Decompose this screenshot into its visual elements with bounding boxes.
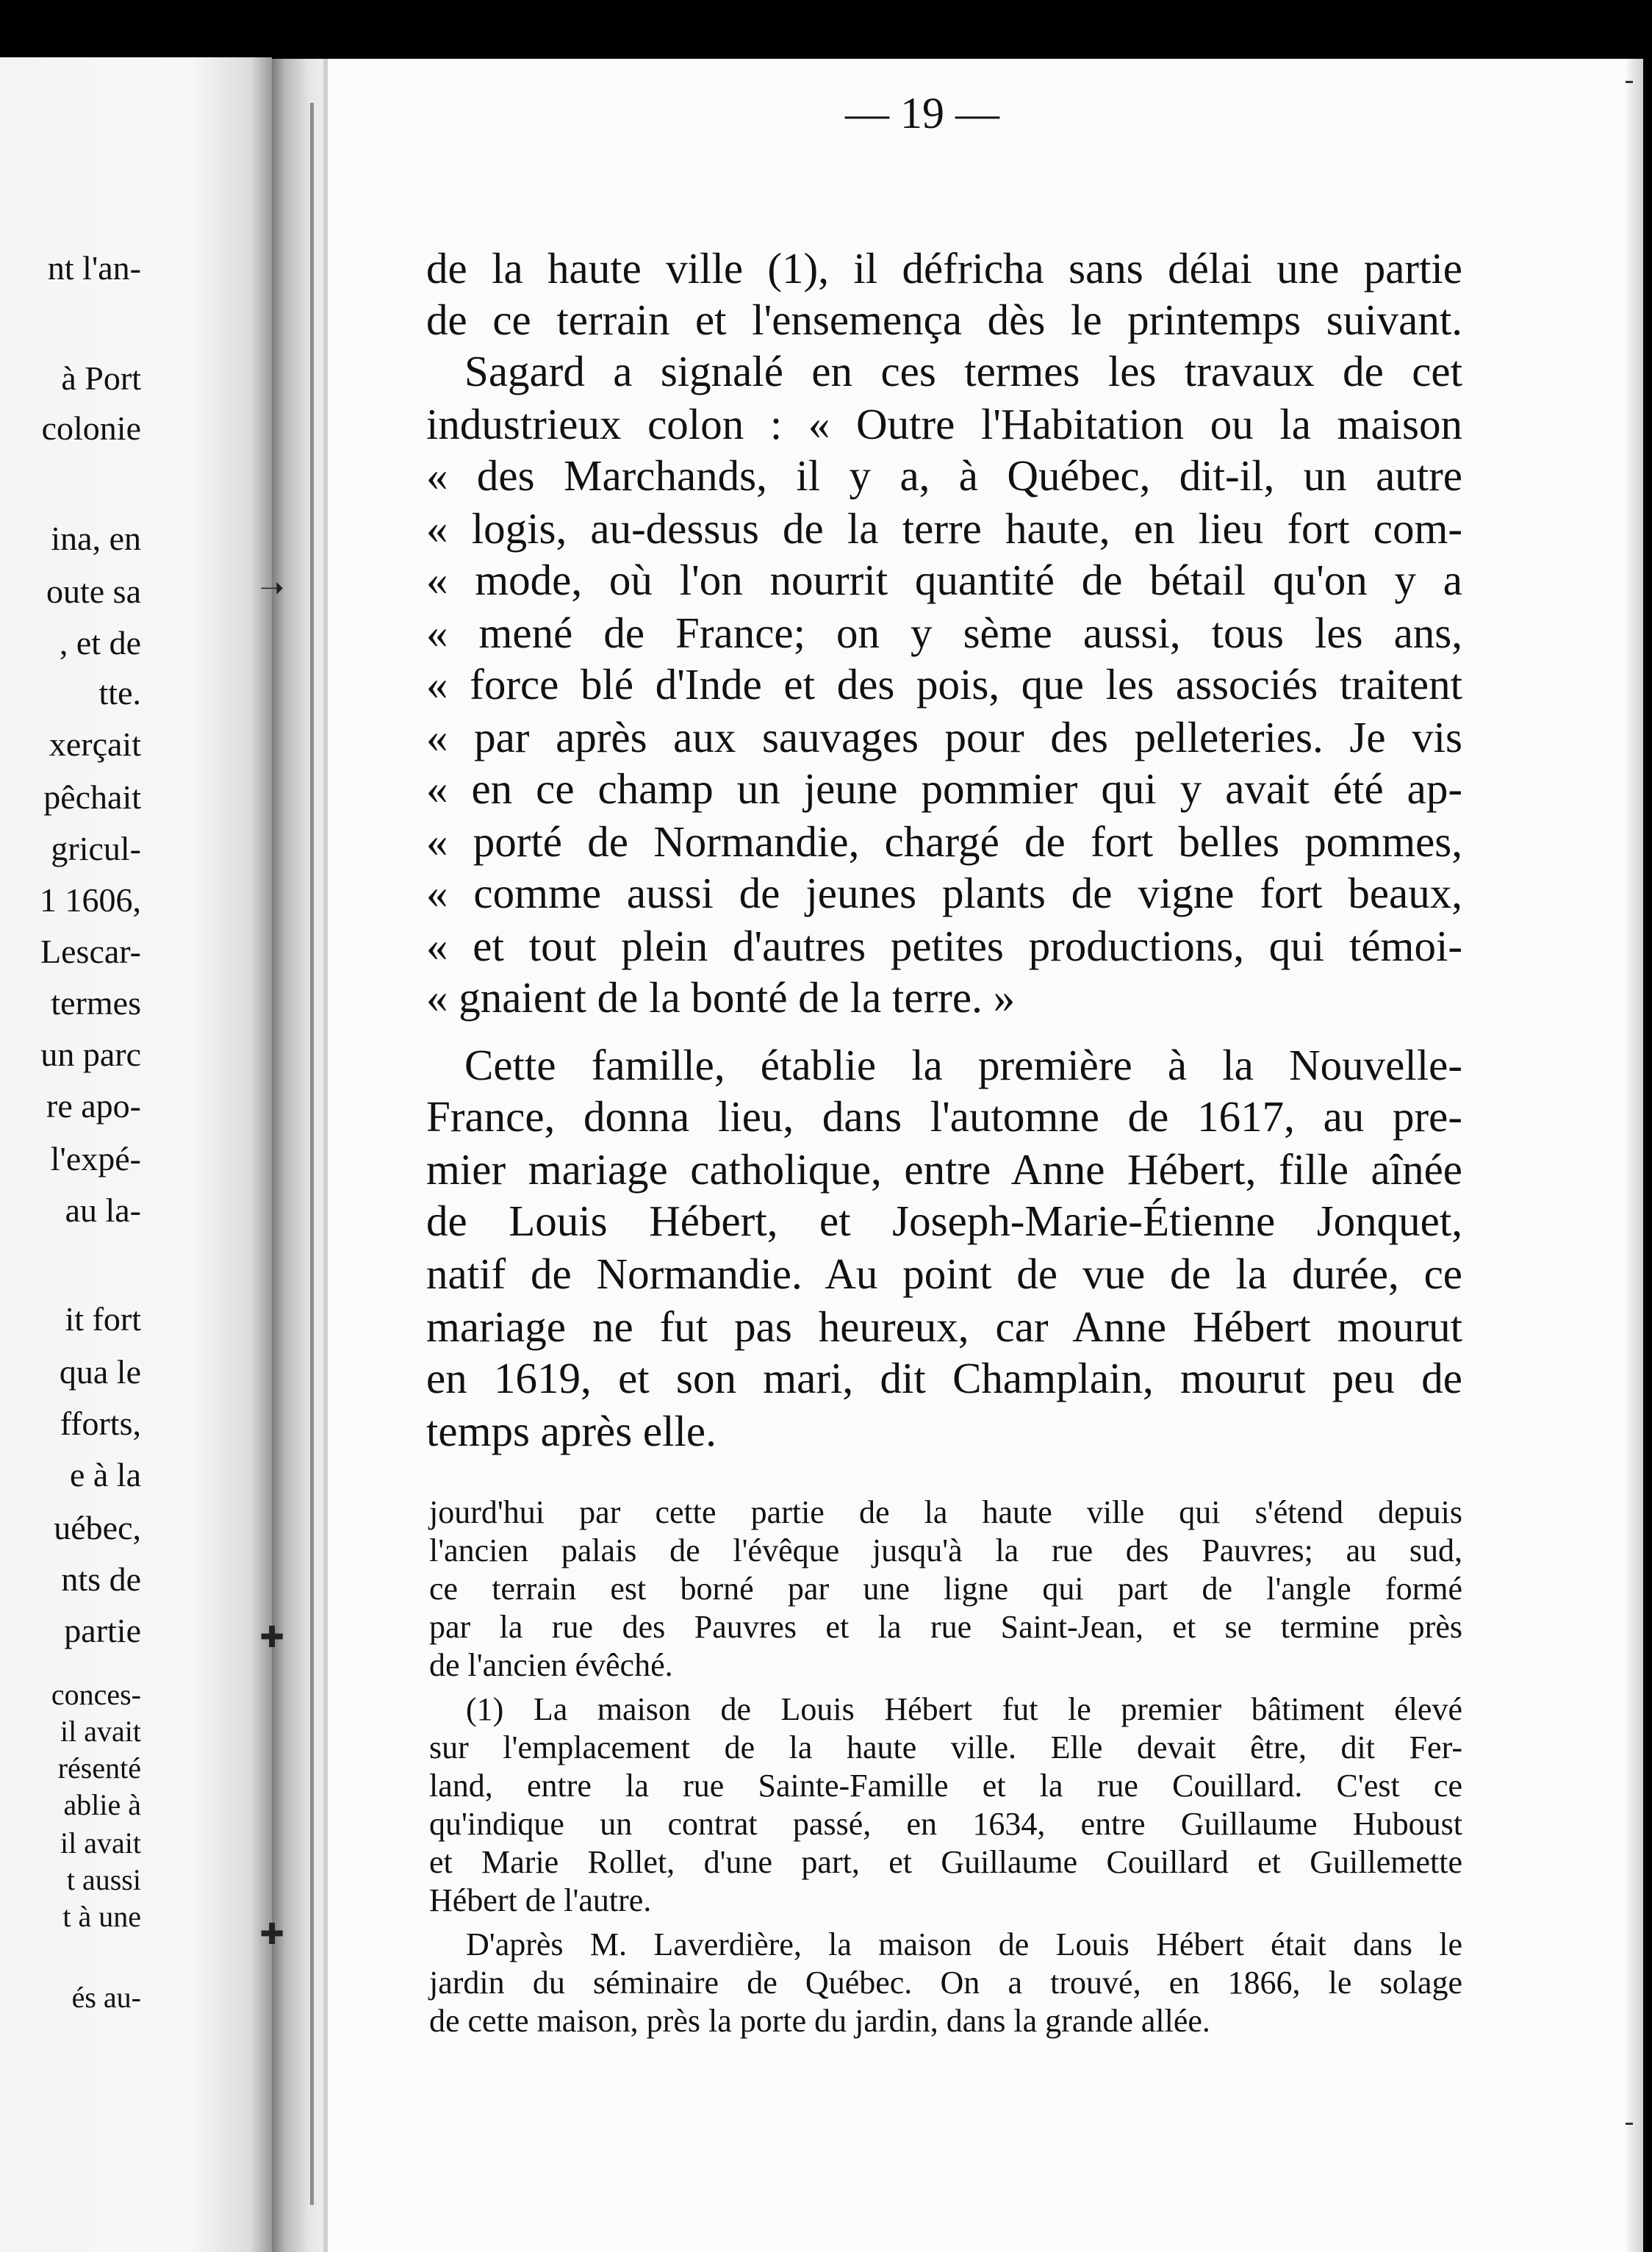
- previous-page-footnote-line: conces-: [51, 1678, 141, 1711]
- previous-page-line: pêchait: [43, 778, 141, 816]
- body-line: « force blé d'Inde et des pois, que les associés traitent: [426, 660, 1462, 709]
- footnote-line: Hébert de l'autre.: [429, 1882, 652, 1918]
- previous-page-line: e à la: [69, 1456, 141, 1493]
- body-line: « des Marchands, il y a, à Québec, dit-il, un autre: [426, 451, 1462, 500]
- page-number: — 19 —: [845, 89, 999, 137]
- binding-mark-icon: ➝: [259, 571, 284, 605]
- body-line: « et tout plein d'autres petites productions, qui témoi-: [426, 922, 1462, 970]
- previous-page-footnote-line: il avait: [60, 1826, 141, 1860]
- previous-page-line: nt l'an-: [47, 249, 141, 287]
- footnote-line: D'après M. Laverdière, la maison de Louis Hébert était dans le: [466, 1926, 1462, 1962]
- footnote-line: land, entre la rue Sainte-Famille et la rue Couillard. C'est ce: [429, 1768, 1462, 1804]
- previous-page-footnote-line: és au-: [71, 1981, 141, 2014]
- previous-page-line: l'expé-: [50, 1140, 141, 1177]
- body-line: de Louis Hébert, et Joseph-Marie-Étienne Jonquet,: [426, 1197, 1462, 1245]
- binding-mark-icon: ✚: [259, 1918, 284, 1951]
- previous-page-line: tte.: [98, 674, 141, 711]
- previous-page-line: nts de: [61, 1560, 141, 1598]
- body-line: France, donna lieu, dans l'automne de 1617, au pre-: [426, 1092, 1462, 1141]
- binding-mark-icon: ✚: [259, 1621, 284, 1654]
- previous-page-line: termes: [51, 984, 141, 1022]
- previous-page-line: , et de: [59, 624, 141, 661]
- body-line: de ce terrain et l'ensemença dès le printemps suivant.: [426, 295, 1462, 344]
- body-line: « par après aux sauvages pour des pelleteries. Je vis: [426, 713, 1462, 761]
- previous-page-line: it fort: [65, 1300, 141, 1338]
- previous-page-line: partie: [64, 1612, 141, 1649]
- body-line: natif de Normandie. Au point de vue de la durée, ce: [426, 1249, 1462, 1298]
- footnote-line: l'ancien palais de l'évêque jusqu'à la rue des Pauvres; au sud,: [429, 1532, 1462, 1568]
- footnote-line: ce terrain est borné par une ligne qui part de l'angle formé: [429, 1571, 1462, 1607]
- previous-page-footnote-line: t aussi: [66, 1863, 141, 1896]
- page-edge-shadow: [1627, 59, 1643, 2252]
- previous-page-line: oute sa: [46, 573, 141, 610]
- previous-page-footnote-line: résenté: [57, 1751, 141, 1785]
- footnote-line: et Marie Rollet, d'une part, et Guillaume Couillard et Guillemette: [429, 1844, 1462, 1880]
- footnote-line: jourd'hui par cette partie de la haute ville qui s'étend depuis: [429, 1494, 1462, 1530]
- previous-page-line: au la-: [65, 1191, 141, 1229]
- previous-page-line: colonie: [41, 409, 141, 447]
- body-line: « mené de France; on y sème aussi, tous les ans,: [426, 609, 1462, 657]
- previous-page-line: qua le: [59, 1353, 141, 1391]
- previous-page-line: Lescar-: [40, 933, 141, 970]
- footnote-line: de l'ancien évêché.: [429, 1647, 673, 1683]
- body-line: « mode, où l'on nourrit quantité de bétail qu'on y a: [426, 556, 1462, 604]
- scan-registration-mark: [1626, 81, 1633, 83]
- previous-page-footnote-line: il avait: [60, 1715, 141, 1748]
- body-line: Sagard a signalé en ces termes les travaux de cet: [464, 347, 1462, 395]
- previous-page-line: un parc: [40, 1036, 141, 1073]
- body-line: Cette famille, établie la première à la Nouvelle-: [464, 1041, 1462, 1089]
- footnote-line: qu'indique un contrat passé, en 1634, entre Guillaume Huboust: [429, 1806, 1462, 1842]
- footnote-line: sur l'emplacement de la haute ville. Elle devait être, dit Fer-: [429, 1729, 1462, 1765]
- body-line: mier mariage catholique, entre Anne Hébert, fille aînée: [426, 1145, 1462, 1194]
- scan-registration-mark: [1626, 2123, 1633, 2125]
- previous-page-line: ina, en: [51, 520, 141, 557]
- previous-page-line: re apo-: [46, 1087, 141, 1125]
- body-line: « gnaient de la bonté de la terre. »: [426, 973, 1016, 1022]
- previous-page-line: 1 1606,: [40, 881, 141, 919]
- body-line: en 1619, et son mari, dit Champlain, mourut peu de: [426, 1354, 1462, 1402]
- previous-page: [0, 57, 272, 2252]
- footnote-line: jardin du séminaire de Québec. On a trouvé, en 1866, le solage: [429, 1965, 1462, 2001]
- binding-shadow: [310, 103, 314, 2205]
- previous-page-line: uébec,: [54, 1509, 141, 1546]
- previous-page-line: à Port: [61, 359, 141, 397]
- body-line: temps après elle.: [426, 1407, 717, 1455]
- body-line: « porté de Normandie, chargé de fort belles pommes,: [426, 817, 1462, 866]
- body-line: « en ce champ un jeune pommier qui y avait été ap-: [426, 764, 1462, 813]
- previous-page-line: gricul-: [51, 830, 141, 867]
- previous-page-line: fforts,: [60, 1405, 141, 1442]
- body-line: industrieux colon : « Outre l'Habitation ou la maison: [426, 400, 1462, 448]
- body-line: mariage ne fut pas heureux, car Anne Hébert mourut: [426, 1302, 1462, 1351]
- body-line: de la haute ville (1), il défricha sans délai une partie: [426, 244, 1462, 293]
- previous-page-footnote-line: t à une: [62, 1900, 141, 1933]
- body-line: « logis, au-dessus de la terre haute, en lieu fort com-: [426, 504, 1462, 553]
- previous-page-footnote-line: ablie à: [63, 1788, 141, 1821]
- footnote-line: (1) La maison de Louis Hébert fut le premier bâtiment élevé: [466, 1691, 1462, 1727]
- body-line: « comme aussi de jeunes plants de vigne fort beaux,: [426, 869, 1462, 917]
- previous-page-line: xerçait: [49, 725, 141, 763]
- previous-page-text: [0, 57, 272, 2252]
- footnote-line: de cette maison, près la porte du jardin, dans la grande allée.: [429, 2003, 1210, 2039]
- footnote-line: par la rue des Pauvres et la rue Saint-Jean, et se termine près: [429, 1609, 1462, 1645]
